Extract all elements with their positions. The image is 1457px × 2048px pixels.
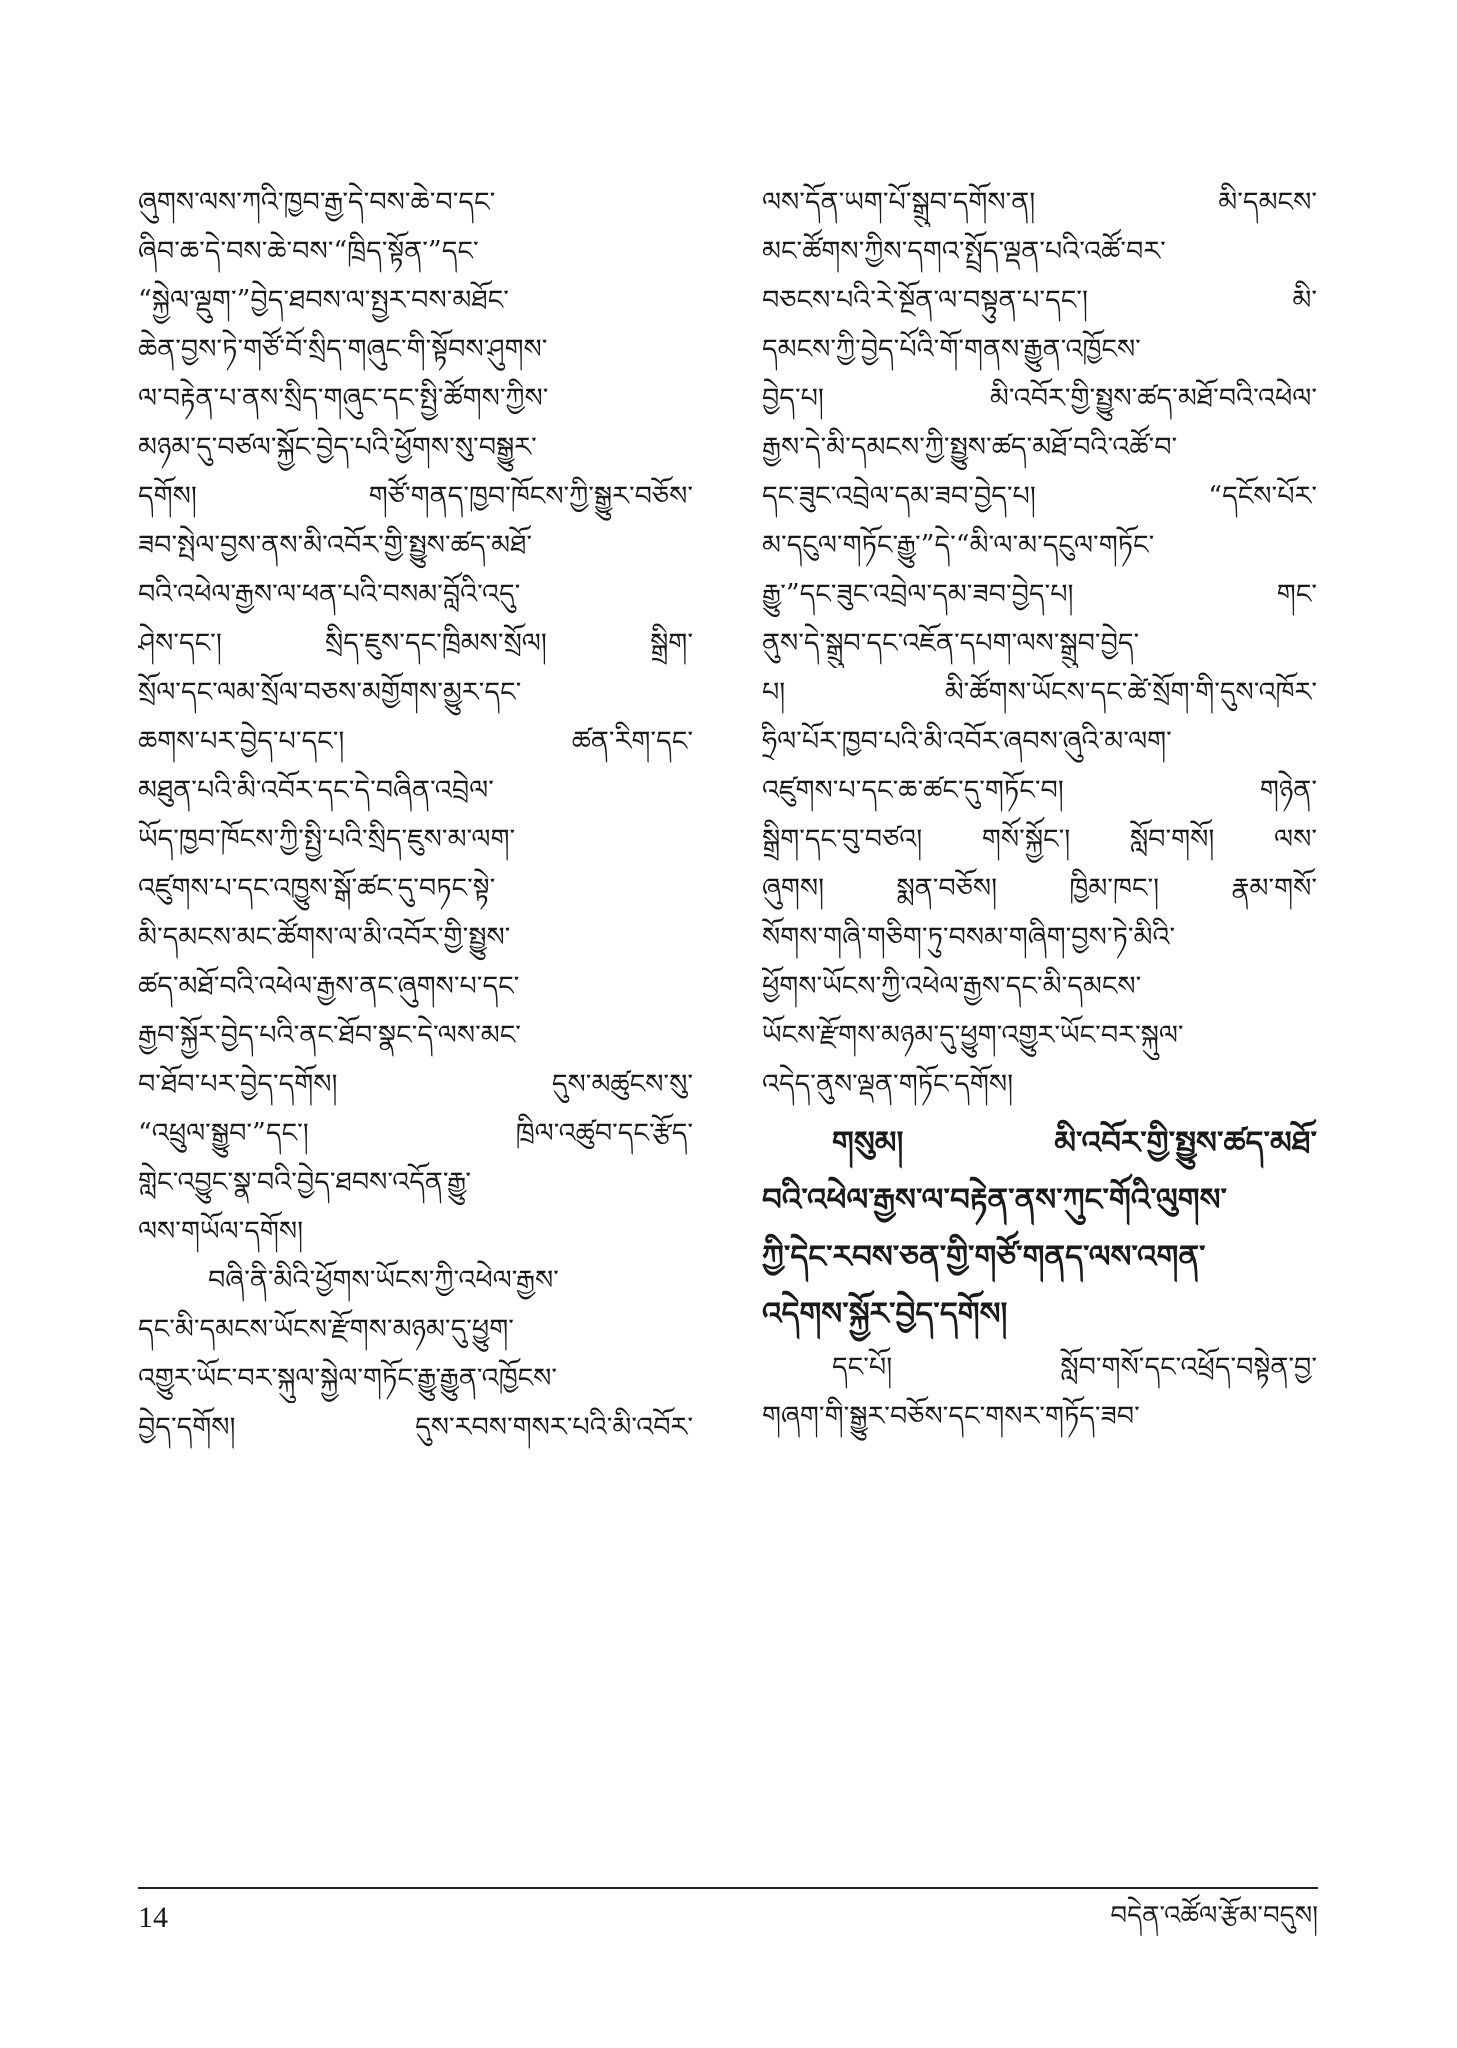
- text-line: ཧྲིལ་པོར་ཁྱབ་པའི་མི་འབོར་ཞབས་ཞུའི་མ་ལག་: [762, 726, 1172, 757]
- text-line: མཉམ་དུ་བཙལ་སྐྱོང་བྱེད་པའི་ཕྱོགས་སུ་བསྒྱུར་: [138, 432, 537, 463]
- text-line: མ་དངུལ་གཏོང་རྒྱུ་”དེ་“མི་ལ་མ་དངུལ་གཏོང་: [762, 530, 1155, 561]
- text-line: ཟབ་སྤེལ་བྱས་ནས་མི་འབོར་གྱི་སྤྱུས་ཚད་མཐོ་: [138, 530, 533, 561]
- heading-line: བའི་འཕེལ་རྒྱས་ལ་བརྟེན་ནས་ཀུང་གོའི་ལུགས་: [762, 1182, 1228, 1218]
- left-paragraph-2: [138, 1256, 693, 1452]
- text-line: རྒྱུ་”དང་ཟུང་འབྲེལ་དམ་ཟབ་བྱེད་པ། གང་: [762, 579, 1317, 610]
- footer-rule: [138, 1887, 1318, 1889]
- text-line: ཚད་མཐོ་བའི་འཕེལ་རྒྱས་ནང་ཞུགས་པ་དང་: [138, 971, 520, 1002]
- text-line: ཞུགས། སྨན་བཅོས། ཁྱིམ་ཁང་། རྣམ་གསོ་: [762, 873, 1317, 904]
- left-paragraph-1: [138, 178, 693, 1256]
- text-line: ཞིབ་ཆ་དེ་བས་ཆེ་བས་“ཁྲིད་སྟོན་”དང་: [138, 236, 479, 267]
- text-line: ཕྱོགས་ཡོངས་ཀྱི་འཕེལ་རྒྱས་དང་མི་དམངས་: [762, 971, 1142, 1002]
- text-line: “འཕྲུལ་སྒྱུབ་”དང་། ཁྲིལ་འཚུབ་དང་རྩོད་: [138, 1118, 693, 1149]
- text-line: ལས་གཡོལ་དགོས།: [138, 1216, 304, 1247]
- text-line: ཞུགས་ལས་ཀའི་ཁྱབ་རྒྱ་དེ་བས་ཆེ་བ་དང་: [138, 187, 496, 218]
- text-line: བའི་འཕེལ་རྒྱས་ལ་ཕན་པའི་བསམ་བློའི་འདུ་: [138, 579, 521, 610]
- text-line: མི་དམངས་མང་ཚོགས་ལ་མི་འབོར་གྱི་སྤྱུས་: [138, 922, 511, 953]
- text-line: དང་པོ། སློབ་གསོ་དང་འཕྲོད་བསྟེན་བྱ་: [832, 1352, 1317, 1383]
- page-number: 14: [138, 1901, 168, 1934]
- text-line: མང་ཚོགས་ཀྱིས་དགའ་སྤྲོད་ལྡན་པའི་འཚོ་བར་: [762, 236, 1166, 267]
- text-line: བཞི་ནི་མིའི་ཕྱོགས་ཡོངས་ཀྱི་འཕེལ་རྒྱས་: [208, 1265, 559, 1296]
- text-line: བཅངས་པའི་རེ་སྔོན་ལ་བསྟུན་པ་དང་། མི་: [762, 285, 1317, 316]
- text-line: ལས་དོན་ཡག་པོ་སྒྲུབ་དགོས་ན། མི་དམངས་: [762, 187, 1317, 218]
- heading-line: འདེགས་སྐྱོར་བྱེད་དགོས།: [762, 1296, 1008, 1332]
- text-line: དང་ཟུང་འབྲེལ་དམ་ཟབ་བྱེད་པ། “དངོས་པོར་: [762, 481, 1317, 512]
- text-line: དམངས་ཀྱི་བྱེད་པོའི་གོ་གནས་རྒྱུན་འཁྱོངས་: [762, 334, 1141, 365]
- text-line: རྒྱབ་སྐྱོར་བྱེད་པའི་ནང་ཐོབ་སྣང་དེ་ལས་མང་: [138, 1020, 521, 1051]
- text-line: སྒྲིག་དང་བུ་བཙའ། གསོ་སྐྱོང་། སློབ་གསོ། ལས་: [762, 824, 1317, 855]
- text-line: མཐུན་པའི་མི་འབོར་དང་དེ་བཞིན་འབྲེལ་: [138, 775, 494, 806]
- text-line: ནུས་དེ་སྒྲུབ་དང་འཇོན་དཔག་ལས་སྒྲུབ་བྱེད་: [762, 628, 1140, 659]
- text-line: གླེང་འབྱུང་སྣ་བའི་བྱེད་ཐབས་འདོན་རྒྱུ་: [138, 1167, 472, 1198]
- text-line: བྱེད་དགོས། དུས་རབས་གསར་པའི་མི་འབོར་: [138, 1412, 693, 1443]
- right-paragraph-2: [762, 1343, 1317, 1441]
- text-line: ཡོད་ཁྱབ་ཁོངས་ཀྱི་སྤྱི་པའི་སྲིད་ཇུས་མ་ལག་: [138, 824, 516, 855]
- text-line: བ་ཐོབ་པར་བྱེད་དགོས། དུས་མཚུངས་སུ་: [138, 1069, 693, 1100]
- running-title: བདེན་འཚོལ་རྩོམ་བདུས།: [1110, 1901, 1318, 1931]
- text-line: འདེད་ནུས་ལྡན་གཏོང་དགོས།: [762, 1069, 1014, 1100]
- text-line: འཛུགས་པ་དང་འཁྱུས་སྒོ་ཚང་དུ་བཏང་སྟེ་: [138, 873, 496, 904]
- text-line: གཞག་གི་སྒྱུར་བཅོས་དང་གསར་གཏོད་ཟབ་: [762, 1401, 1140, 1432]
- text-line: “སྐྱེལ་ལྡུག་”བྱེད་ཐབས་ལ་སྤྱར་བས་མཐོང་: [138, 285, 509, 316]
- text-line: དང་མི་དམངས་ཡོངས་རྫོགས་མཉམ་དུ་ཕྱུག་: [138, 1314, 514, 1345]
- right-column: [762, 178, 1317, 1818]
- text-line: པ། མི་ཚོགས་ཡོངས་དང་ཚེ་སྲོག་གི་དུས་འཁོར་: [762, 677, 1317, 708]
- text-line: དགོས། གཙོ་གནད་ཁྱབ་ཁོངས་ཀྱི་སྒྱུར་བཅོས་: [138, 481, 693, 512]
- text-line: ལ་བརྟེན་པ་ནས་སྲིད་གཞུང་དང་སྤྱི་ཚོགས་ཀྱིས་: [138, 383, 549, 414]
- section-heading: [762, 1115, 1317, 1343]
- text-line: འཛུགས་པ་དང་ཆ་ཚང་དུ་གཏོང་བ། གཉེན་: [762, 775, 1317, 806]
- text-line: འགྱུར་ཡོང་བར་སྐུལ་སྐྱེལ་གཏོང་རྒྱུ་རྒྱུན་འཁྱོངས་: [138, 1363, 558, 1394]
- text-line: བྱེད་པ། མི་འབོར་གྱི་སྤྱུས་ཚད་མཐོ་བའི་འཕེལ་: [762, 383, 1317, 414]
- heading-line: ཀྱི་དེང་རབས་ཅན་གྱི་གཙོ་གནད་ལས་འགན་: [762, 1239, 1206, 1275]
- left-column: [138, 178, 693, 1818]
- text-line: ཆེན་བྱས་ཏེ་གཙོ་བོ་སྲིད་གཞུང་གི་སྟོབས་ཤུགས་: [138, 334, 548, 365]
- text-line: ཡོངས་རྫོགས་མཉམ་དུ་ཕྱུག་འགྱུར་ཡོང་བར་སྐུལ་: [762, 1020, 1184, 1051]
- text-line: རྒྱས་དེ་མི་དམངས་ཀྱི་སྤྱུས་ཚད་མཐོ་བའི་འཚོ་བ་: [762, 432, 1178, 463]
- right-paragraph-1: [762, 178, 1317, 1109]
- text-line: སྲོལ་དང་ལམ་སྲོལ་བཅས་མགྱོགས་མྱུར་དང་: [138, 677, 522, 708]
- text-line: ཆགས་པར་བྱེད་པ་དང་། ཚན་རིག་དང་: [138, 726, 693, 757]
- text-line: ཤེས་དང་། སྲིད་ཇུས་དང་ཁྲིམས་སྲོལ། སྒྲིག་: [138, 628, 693, 659]
- text-line: སོགས་གཞི་གཅིག་ཏུ་བསམ་གཞིག་བྱས་ཏེ་མིའི་: [762, 922, 1176, 953]
- heading-line: གསུམ། མི་འབོར་གྱི་སྤྱུས་ཚད་མཐོ་: [832, 1125, 1317, 1161]
